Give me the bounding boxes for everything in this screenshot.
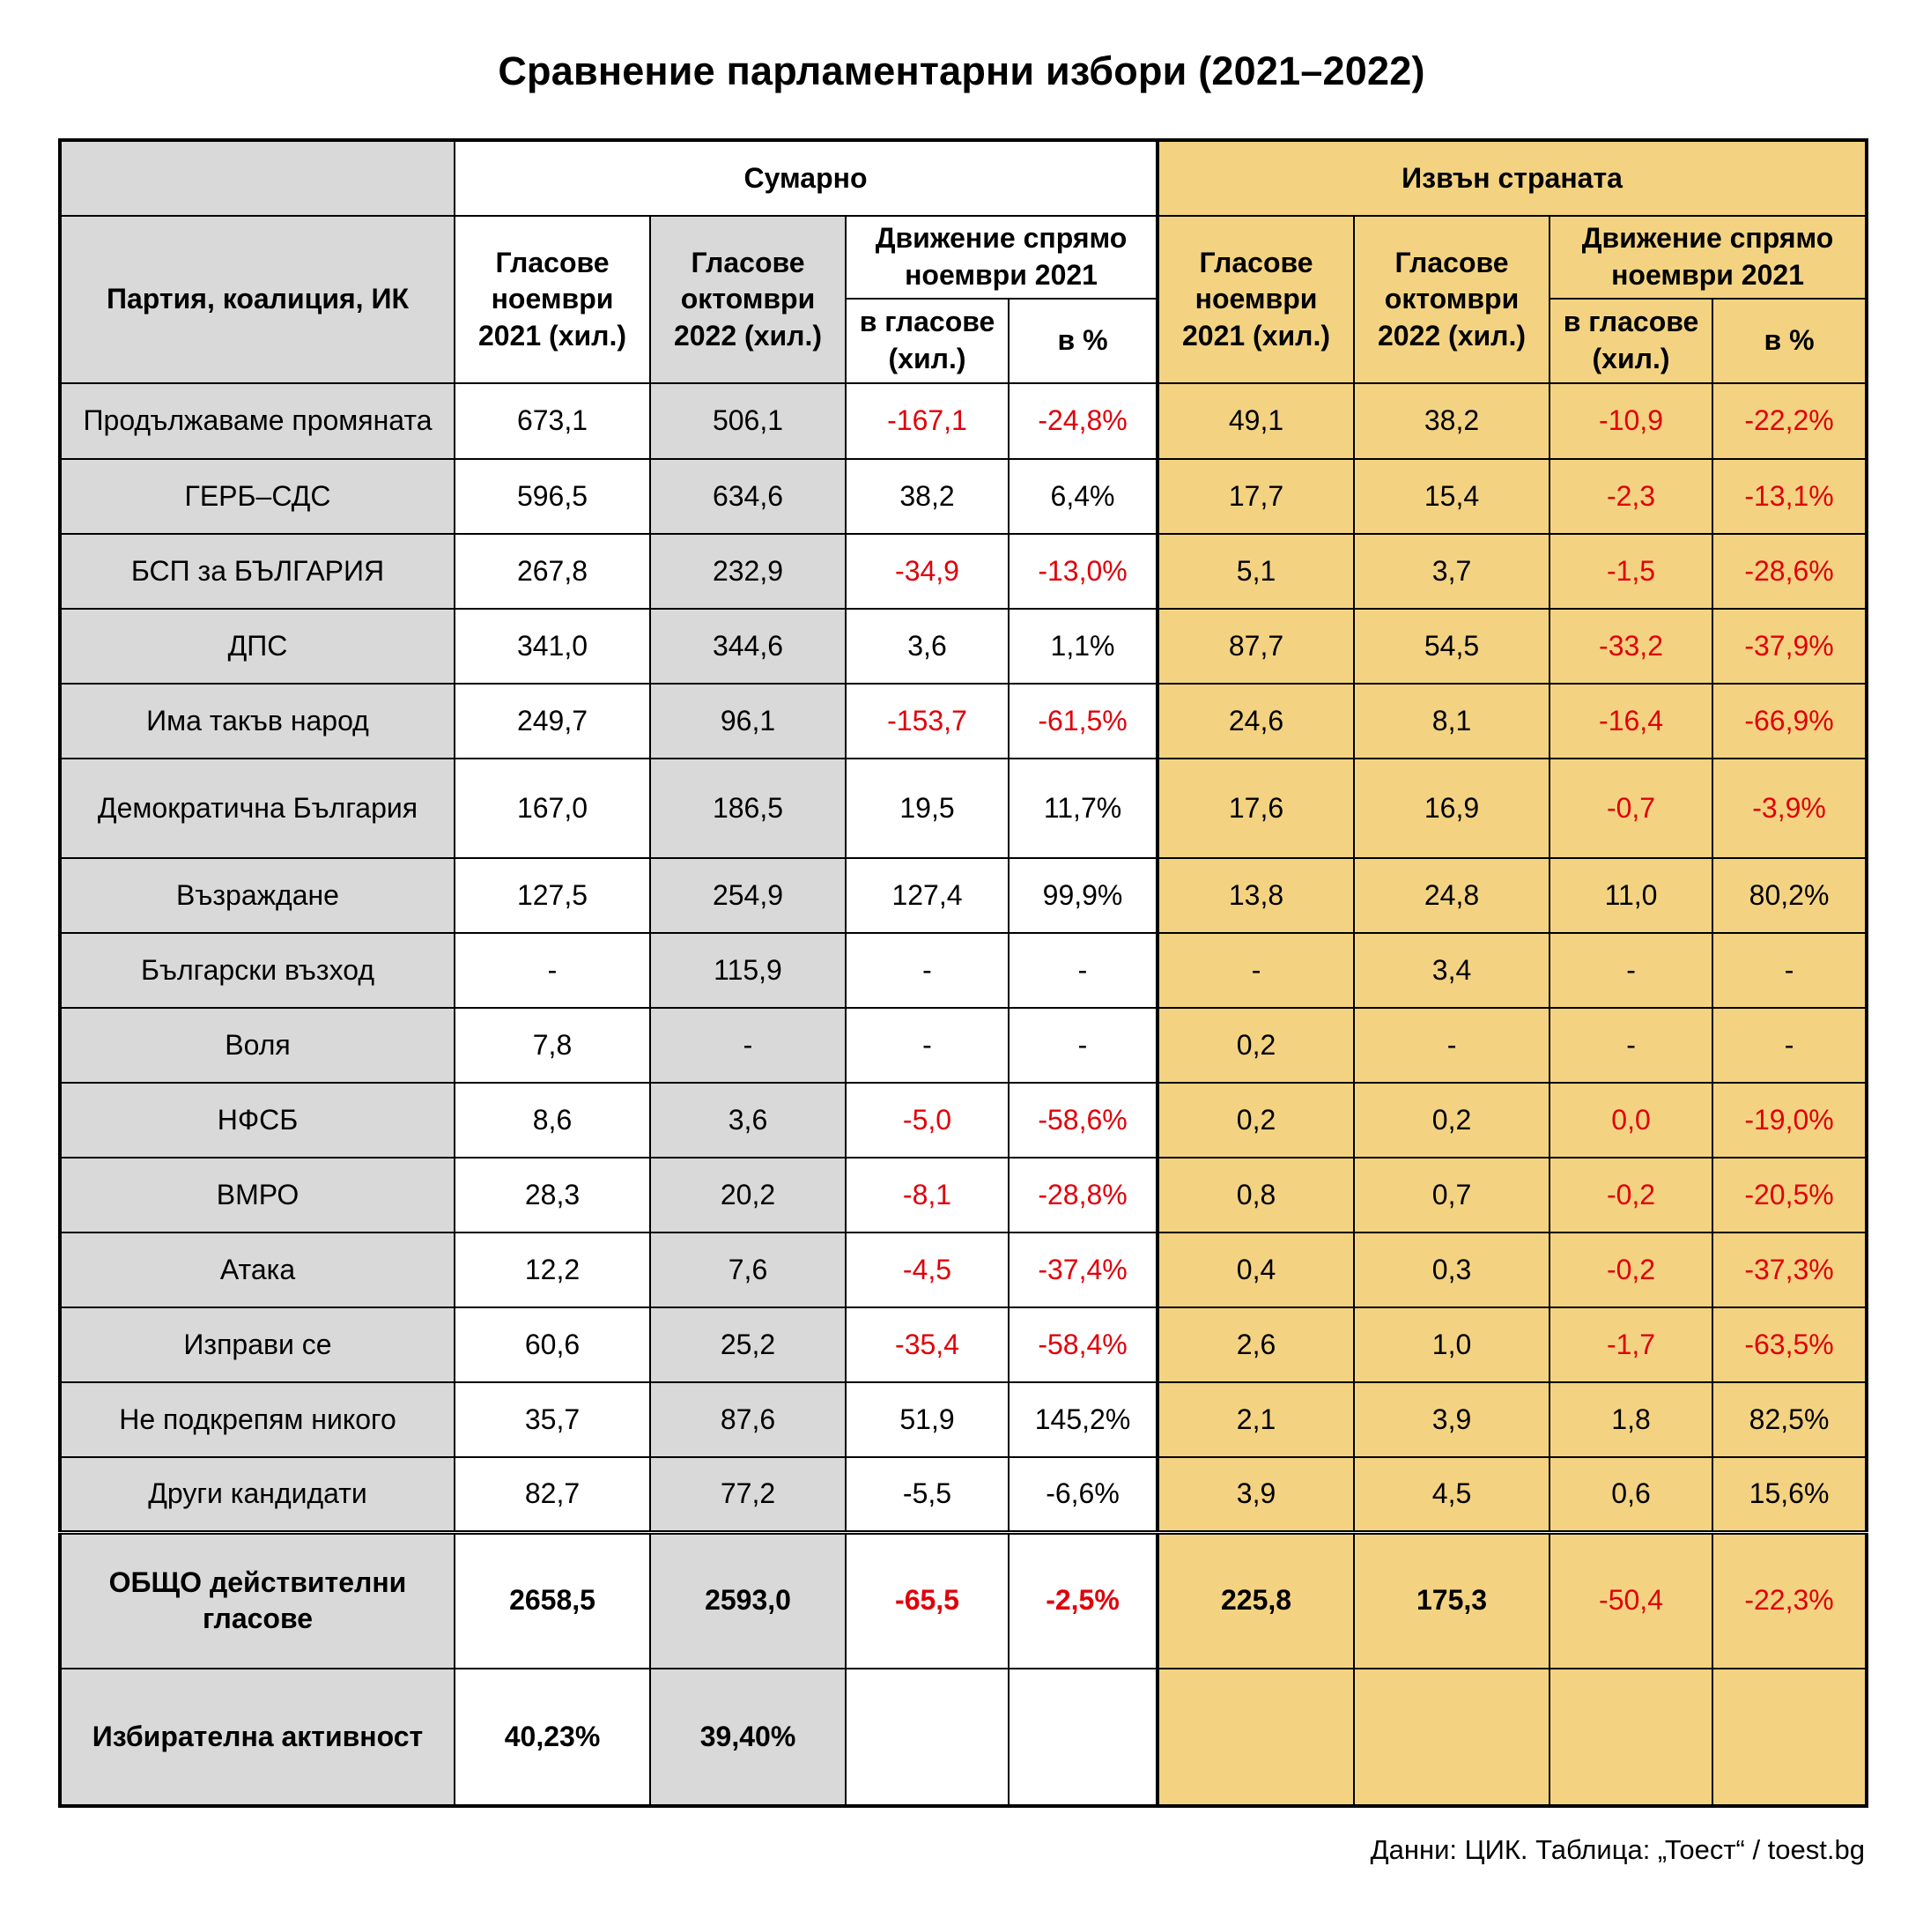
- value-cell-t-dp: -13,0%: [1009, 534, 1157, 609]
- page-title: Сравнение парламентарни избори (2021–2022): [498, 48, 1425, 93]
- value-cell-t-oct: 506,1: [650, 383, 846, 459]
- value-cell-a-dv: -10,9: [1549, 383, 1712, 459]
- value-cell-t-dv: 3,6: [846, 609, 1009, 684]
- value-cell-a-oct: 0,2: [1354, 1083, 1549, 1158]
- total-change-header: Движение спрямо ноември 2021: [846, 216, 1157, 299]
- empty-cell: [1354, 1669, 1549, 1806]
- value-cell-a-dp: -20,5%: [1712, 1158, 1867, 1232]
- value-cell-t-nov: 60,6: [455, 1307, 650, 1382]
- party-name-cell: Български възход: [60, 933, 455, 1008]
- value-cell-t-dv: -167,1: [846, 383, 1009, 459]
- value-cell-a-nov: 0,2: [1157, 1083, 1354, 1158]
- value-cell-a-oct: 1,0: [1354, 1307, 1549, 1382]
- value-cell-t-oct: -: [650, 1008, 846, 1083]
- value-cell-a-nov: -: [1157, 933, 1354, 1008]
- total-votes-oct-header: Гласове октомври 2022 (хил.): [650, 216, 846, 383]
- value-cell-t-nov: 341,0: [455, 609, 650, 684]
- value-cell-a-oct: 54,5: [1354, 609, 1549, 684]
- total-value-t-dv: -65,5: [846, 1532, 1009, 1669]
- value-cell-t-dp: -58,6%: [1009, 1083, 1157, 1158]
- value-cell-a-dp: -3,9%: [1712, 759, 1867, 858]
- abroad-change-votes-header: в гласове (хил.): [1549, 299, 1712, 383]
- value-cell-a-nov: 5,1: [1157, 534, 1354, 609]
- value-cell-a-dp: -22,2%: [1712, 383, 1867, 459]
- total-group-header: Сумарно: [455, 140, 1157, 216]
- empty-cell: [846, 1669, 1009, 1806]
- source-note: Данни: ЦИК. Таблица: „Тоест“ / toest.bg: [1370, 1834, 1865, 1865]
- value-cell-a-dp: 80,2%: [1712, 858, 1867, 933]
- value-cell-t-oct: 186,5: [650, 759, 846, 858]
- table-row: [60, 1307, 1867, 1382]
- value-cell-t-dp: -: [1009, 933, 1157, 1008]
- value-cell-a-nov: 3,9: [1157, 1457, 1354, 1532]
- value-cell-t-dv: -35,4: [846, 1307, 1009, 1382]
- party-name-cell: Има такъв народ: [60, 684, 455, 759]
- table-row: [60, 684, 1867, 759]
- abroad-group-header: Извън страната: [1157, 140, 1867, 216]
- table-row: [60, 1158, 1867, 1232]
- value-cell-a-oct: 4,5: [1354, 1457, 1549, 1532]
- value-cell-t-oct: 3,6: [650, 1083, 846, 1158]
- value-cell-t-nov: -: [455, 933, 650, 1008]
- value-cell-a-oct: 3,7: [1354, 534, 1549, 609]
- value-cell-a-oct: -: [1354, 1008, 1549, 1083]
- table-row: [60, 858, 1867, 933]
- value-cell-t-oct: 20,2: [650, 1158, 846, 1232]
- value-cell-a-dp: -63,5%: [1712, 1307, 1867, 1382]
- value-cell-t-oct: 634,6: [650, 459, 846, 534]
- party-name-cell: Продължаваме промяната: [60, 383, 455, 459]
- abroad-change-header: Движение спрямо ноември 2021: [1549, 216, 1867, 299]
- value-cell-t-dv: -4,5: [846, 1232, 1009, 1307]
- value-cell-a-oct: 3,9: [1354, 1382, 1549, 1457]
- value-cell-a-nov: 17,7: [1157, 459, 1354, 534]
- value-cell-t-dv: -5,5: [846, 1457, 1009, 1532]
- party-name-cell: Воля: [60, 1008, 455, 1083]
- table-row: [60, 1382, 1867, 1457]
- value-cell-t-dv: -153,7: [846, 684, 1009, 759]
- total-label-cell: ОБЩО действителни гласове: [60, 1532, 455, 1669]
- value-cell-t-dp: -: [1009, 1008, 1157, 1083]
- table-row: [60, 759, 1867, 858]
- value-cell-t-dp: 6,4%: [1009, 459, 1157, 534]
- value-cell-a-nov: 0,4: [1157, 1232, 1354, 1307]
- table-row: [60, 1008, 1867, 1083]
- abroad-votes-nov-header: Гласове ноември 2021 (хил.): [1157, 216, 1354, 383]
- value-cell-t-dv: 127,4: [846, 858, 1009, 933]
- value-cell-t-oct: 96,1: [650, 684, 846, 759]
- value-cell-a-dv: -0,7: [1549, 759, 1712, 858]
- value-cell-a-oct: 15,4: [1354, 459, 1549, 534]
- value-cell-a-dv: -2,3: [1549, 459, 1712, 534]
- party-column-header: Партия, коалиция, ИК: [60, 216, 455, 383]
- value-cell-a-nov: 13,8: [1157, 858, 1354, 933]
- value-cell-a-dv: -0,2: [1549, 1158, 1712, 1232]
- value-cell-a-dv: -16,4: [1549, 684, 1712, 759]
- value-cell-a-oct: 24,8: [1354, 858, 1549, 933]
- value-cell-a-dv: -1,5: [1549, 534, 1712, 609]
- value-cell-t-dp: -61,5%: [1009, 684, 1157, 759]
- value-cell-t-dv: -5,0: [846, 1083, 1009, 1158]
- value-cell-a-dp: -: [1712, 1008, 1867, 1083]
- party-name-cell: НФСБ: [60, 1083, 455, 1158]
- table-row: [60, 459, 1867, 534]
- table-row: [60, 383, 1867, 459]
- value-cell-t-oct: 25,2: [650, 1307, 846, 1382]
- party-name-cell: ГЕРБ–СДС: [60, 459, 455, 534]
- value-cell-t-oct: 254,9: [650, 858, 846, 933]
- value-cell-t-dp: 99,9%: [1009, 858, 1157, 933]
- value-cell-t-nov: 596,5: [455, 459, 650, 534]
- value-cell-a-dp: -66,9%: [1712, 684, 1867, 759]
- value-cell-t-nov: 8,6: [455, 1083, 650, 1158]
- value-cell-a-dv: 11,0: [1549, 858, 1712, 933]
- value-cell-t-nov: 127,5: [455, 858, 650, 933]
- value-cell-t-dp: -58,4%: [1009, 1307, 1157, 1382]
- value-cell-a-nov: 0,8: [1157, 1158, 1354, 1232]
- total-change-votes-header: в гласове (хил.): [846, 299, 1009, 383]
- total-value-a-nov: 225,8: [1157, 1532, 1354, 1669]
- corner-cell: [60, 140, 455, 216]
- value-cell-t-oct: 232,9: [650, 534, 846, 609]
- value-cell-a-oct: 3,4: [1354, 933, 1549, 1008]
- total-value-a-dp: -22,3%: [1712, 1532, 1867, 1669]
- turnout-row: [60, 1669, 1867, 1806]
- value-cell-a-dv: -: [1549, 933, 1712, 1008]
- total-value-t-nov: 2658,5: [455, 1532, 650, 1669]
- value-cell-t-dp: -6,6%: [1009, 1457, 1157, 1532]
- value-cell-t-dv: -34,9: [846, 534, 1009, 609]
- value-cell-t-dp: 1,1%: [1009, 609, 1157, 684]
- value-cell-a-nov: 49,1: [1157, 383, 1354, 459]
- table-row: [60, 933, 1867, 1008]
- value-cell-a-dp: -37,9%: [1712, 609, 1867, 684]
- value-cell-a-dp: 82,5%: [1712, 1382, 1867, 1457]
- value-cell-t-dp: 145,2%: [1009, 1382, 1157, 1457]
- value-cell-t-nov: 28,3: [455, 1158, 650, 1232]
- table-row: [60, 1232, 1867, 1307]
- party-name-cell: Възраждане: [60, 858, 455, 933]
- value-cell-t-oct: 115,9: [650, 933, 846, 1008]
- value-cell-t-dp: -28,8%: [1009, 1158, 1157, 1232]
- empty-cell: [1712, 1669, 1867, 1806]
- value-cell-t-nov: 12,2: [455, 1232, 650, 1307]
- total-value-a-oct: 175,3: [1354, 1532, 1549, 1669]
- value-cell-a-oct: 0,7: [1354, 1158, 1549, 1232]
- empty-cell: [1009, 1669, 1157, 1806]
- value-cell-a-dv: -33,2: [1549, 609, 1712, 684]
- value-cell-t-dp: -24,8%: [1009, 383, 1157, 459]
- value-cell-a-nov: 2,1: [1157, 1382, 1354, 1457]
- party-name-cell: Други кандидати: [60, 1457, 455, 1532]
- total-change-pct-header: в %: [1009, 299, 1157, 383]
- value-cell-t-oct: 87,6: [650, 1382, 846, 1457]
- total-row: [60, 1532, 1867, 1669]
- value-cell-t-dp: -37,4%: [1009, 1232, 1157, 1307]
- total-votes-nov-header: Гласове ноември 2021 (хил.): [455, 216, 650, 383]
- value-cell-a-oct: 8,1: [1354, 684, 1549, 759]
- table-row: [60, 534, 1867, 609]
- value-cell-t-dv: 51,9: [846, 1382, 1009, 1457]
- abroad-votes-oct-header: Гласове октомври 2022 (хил.): [1354, 216, 1549, 383]
- turnout-value-t-oct: 39,40%: [650, 1669, 846, 1806]
- value-cell-t-oct: 7,6: [650, 1232, 846, 1307]
- value-cell-t-dv: -8,1: [846, 1158, 1009, 1232]
- party-name-cell: Атака: [60, 1232, 455, 1307]
- value-cell-a-nov: 17,6: [1157, 759, 1354, 858]
- value-cell-a-dv: 0,0: [1549, 1083, 1712, 1158]
- total-value-t-oct: 2593,0: [650, 1532, 846, 1669]
- value-cell-t-nov: 7,8: [455, 1008, 650, 1083]
- empty-cell: [1157, 1669, 1354, 1806]
- value-cell-a-dv: -1,7: [1549, 1307, 1712, 1382]
- value-cell-t-oct: 344,6: [650, 609, 846, 684]
- column-header-row-1: [60, 216, 1867, 299]
- party-name-cell: Демократична България: [60, 759, 455, 858]
- value-cell-t-dv: 38,2: [846, 459, 1009, 534]
- value-cell-a-dv: -0,2: [1549, 1232, 1712, 1307]
- party-name-cell: ВМРО: [60, 1158, 455, 1232]
- value-cell-a-dp: -13,1%: [1712, 459, 1867, 534]
- value-cell-t-nov: 673,1: [455, 383, 650, 459]
- value-cell-a-nov: 87,7: [1157, 609, 1354, 684]
- value-cell-t-dv: -: [846, 933, 1009, 1008]
- turnout-value-t-nov: 40,23%: [455, 1669, 650, 1806]
- value-cell-t-nov: 267,8: [455, 534, 650, 609]
- party-name-cell: БСП за БЪЛГАРИЯ: [60, 534, 455, 609]
- total-value-a-dv: -50,4: [1549, 1532, 1712, 1669]
- party-name-cell: ДПС: [60, 609, 455, 684]
- election-comparison-table: [58, 138, 1868, 1808]
- value-cell-a-dp: -28,6%: [1712, 534, 1867, 609]
- value-cell-t-dv: -: [846, 1008, 1009, 1083]
- table-row: [60, 609, 1867, 684]
- party-name-cell: Не подкрепям никого: [60, 1382, 455, 1457]
- value-cell-a-dp: -37,3%: [1712, 1232, 1867, 1307]
- value-cell-t-dv: 19,5: [846, 759, 1009, 858]
- turnout-label-cell: Избирателна активност: [60, 1669, 455, 1806]
- value-cell-a-dp: 15,6%: [1712, 1457, 1867, 1532]
- abroad-change-pct-header: в %: [1712, 299, 1867, 383]
- value-cell-a-nov: 24,6: [1157, 684, 1354, 759]
- value-cell-a-oct: 16,9: [1354, 759, 1549, 858]
- value-cell-t-dp: 11,7%: [1009, 759, 1157, 858]
- empty-cell: [1549, 1669, 1712, 1806]
- value-cell-t-nov: 167,0: [455, 759, 650, 858]
- value-cell-t-nov: 35,7: [455, 1382, 650, 1457]
- value-cell-a-oct: 0,3: [1354, 1232, 1549, 1307]
- table-row: [60, 1083, 1867, 1158]
- value-cell-a-dp: -: [1712, 933, 1867, 1008]
- value-cell-a-dv: 0,6: [1549, 1457, 1712, 1532]
- value-cell-a-dv: -: [1549, 1008, 1712, 1083]
- total-value-t-dp: -2,5%: [1009, 1532, 1157, 1669]
- value-cell-t-nov: 82,7: [455, 1457, 650, 1532]
- value-cell-a-nov: 0,2: [1157, 1008, 1354, 1083]
- value-cell-a-oct: 38,2: [1354, 383, 1549, 459]
- value-cell-a-nov: 2,6: [1157, 1307, 1354, 1382]
- party-name-cell: Изправи се: [60, 1307, 455, 1382]
- value-cell-a-dp: -19,0%: [1712, 1083, 1867, 1158]
- value-cell-t-nov: 249,7: [455, 684, 650, 759]
- value-cell-t-oct: 77,2: [650, 1457, 846, 1532]
- group-header-row: [60, 140, 1867, 216]
- table-row: [60, 1457, 1867, 1532]
- value-cell-a-dv: 1,8: [1549, 1382, 1712, 1457]
